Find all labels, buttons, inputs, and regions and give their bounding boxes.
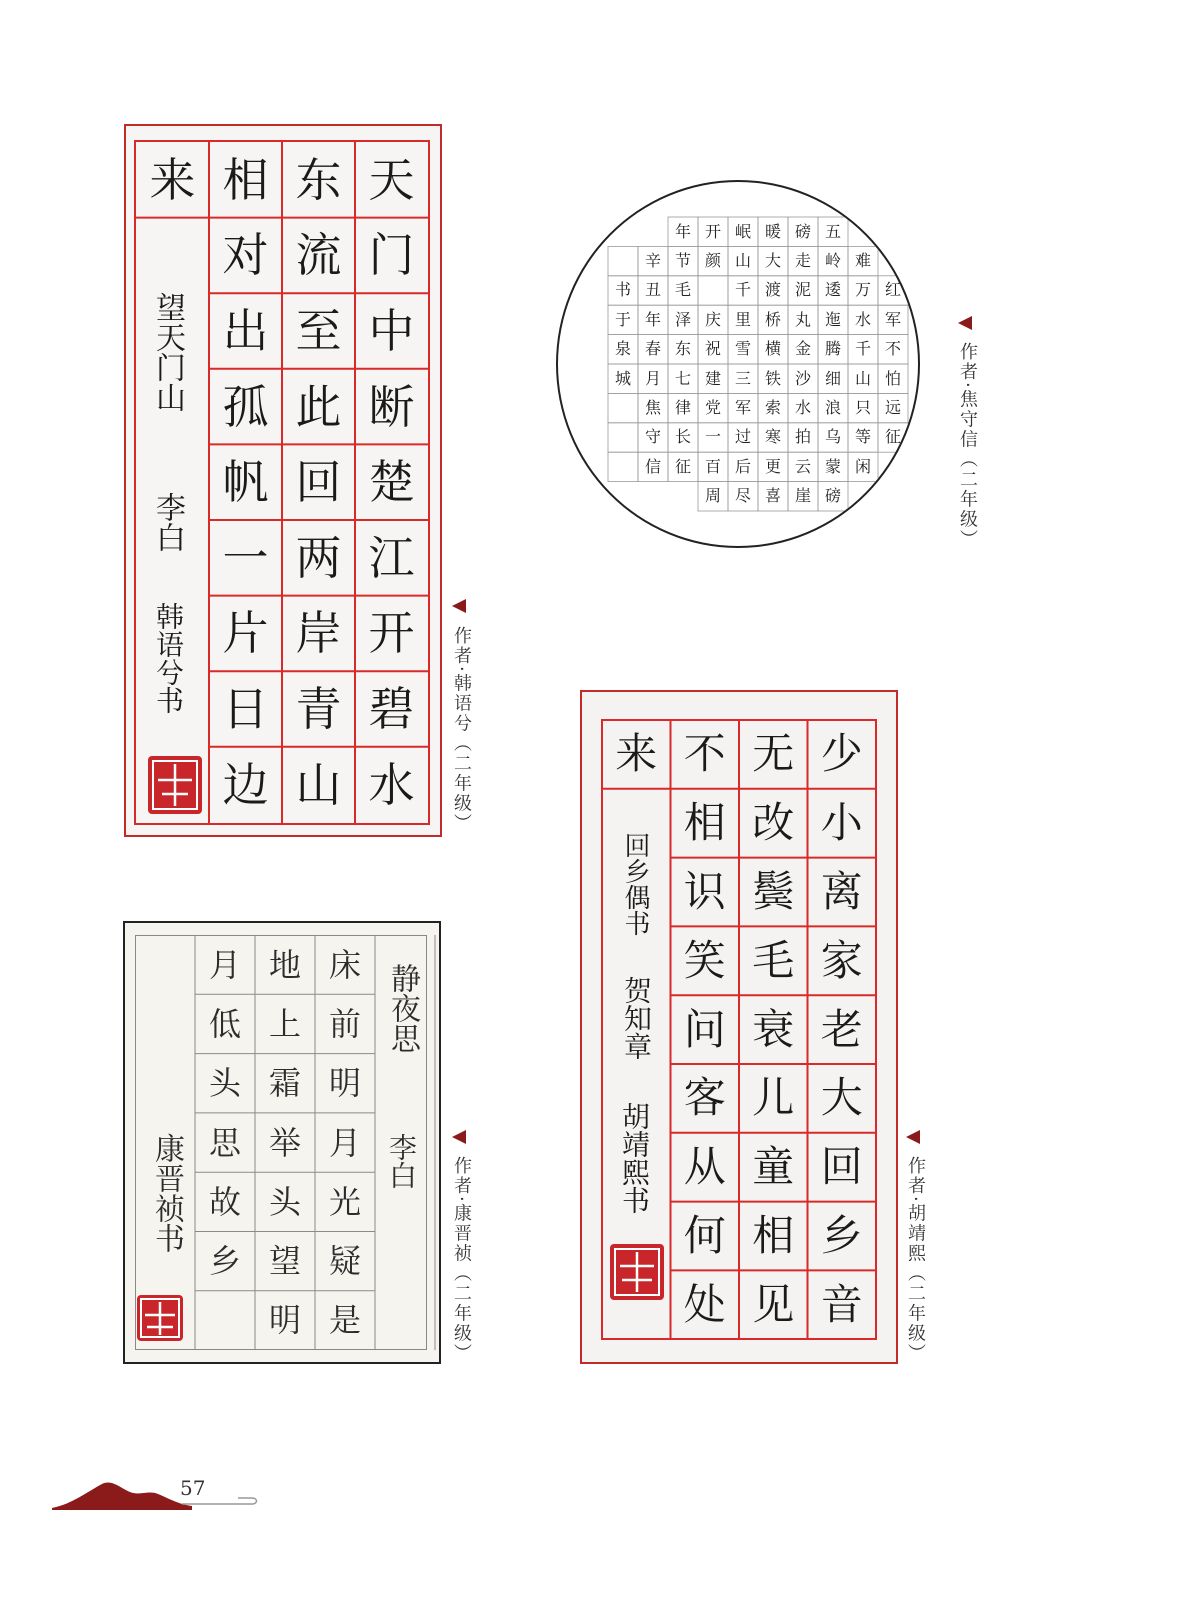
work-4-marker [906, 1130, 920, 1144]
work-3-char: 望 [268, 1242, 301, 1281]
work-2-char: 千 [854, 339, 871, 359]
work-1-char: 孤 [222, 379, 269, 434]
work-1-char: 回 [295, 455, 342, 510]
work-1-author-label: 作者·韩语兮（二年级） [451, 626, 472, 834]
work-2-char: 军 [884, 309, 901, 329]
work-3-char: 明 [328, 1064, 361, 1103]
work-4-char: 老 [820, 1004, 863, 1054]
work-1-char: 水 [368, 757, 415, 812]
work-2-char: 辛 [644, 251, 661, 271]
work-1-poet: 李白 [150, 492, 185, 552]
work-3-char: 明 [268, 1301, 301, 1340]
work-4-char: 改 [752, 798, 795, 848]
work-1-char: 边 [222, 757, 269, 812]
work-1-char: 相 [222, 152, 269, 207]
work-1-seal [148, 756, 202, 814]
work-3-author-label: 作者·康晋祯（二年级） [451, 1156, 472, 1364]
work-2-char: 渡 [764, 280, 781, 300]
calligraphy-work-3 [123, 921, 441, 1364]
work-1-signature: 韩语兮书 [152, 602, 185, 714]
work-2-char: 书 [614, 280, 631, 300]
work-3-char: 乡 [208, 1242, 241, 1281]
work-2-char: 信 [644, 456, 661, 476]
work-2-char: 浪 [824, 398, 841, 418]
work-1-grid [134, 140, 430, 825]
work-4-char: 笑 [683, 935, 726, 985]
work-2-author-label: 作者·焦守信（二年级） [957, 342, 978, 550]
work-3-char: 月 [208, 945, 241, 984]
work-3-signature: 康晋祯书 [149, 1133, 184, 1253]
work-2-char: 远 [884, 398, 901, 418]
work-4-char: 客 [683, 1073, 726, 1123]
work-2-char: 尽 [734, 486, 751, 506]
work-3-char: 头 [208, 1064, 241, 1103]
work-4-char: 少 [820, 729, 863, 779]
work-4-char: 儿 [752, 1073, 795, 1123]
calligraphy-work-1 [124, 124, 442, 837]
work-2-char: 泽 [674, 309, 691, 329]
work-2-char: 横 [764, 339, 781, 359]
work-2-char: 春 [644, 339, 661, 359]
work-1-char: 此 [295, 379, 342, 434]
work-2-char: 只 [854, 398, 871, 418]
work-1-char: 对 [222, 228, 269, 283]
work-4-poet: 贺知章 [620, 976, 653, 1060]
work-2-char: 过 [734, 427, 751, 447]
work-2-char: 毛 [674, 280, 691, 300]
work-2-char: 庆 [704, 309, 721, 329]
work-2-char: 律 [674, 398, 691, 418]
work-4-char: 小 [820, 798, 863, 848]
work-2-char: 岷 [734, 221, 751, 241]
work-2-char: 东 [674, 339, 691, 359]
work-2-char: 怕 [884, 368, 901, 388]
work-3-char: 故 [208, 1182, 241, 1221]
work-2-marker [958, 316, 972, 330]
work-4-char: 相 [683, 798, 726, 848]
work-2-char: 长 [674, 427, 691, 447]
work-3-char: 地 [268, 945, 301, 984]
work-2-char: 征 [884, 427, 901, 447]
work-4-char: 见 [752, 1279, 795, 1329]
work-4-signature: 胡靖熙书 [618, 1102, 651, 1214]
work-1-char: 碧 [368, 681, 415, 736]
work-4-char: 音 [820, 1279, 863, 1329]
work-4-char: 离 [820, 866, 863, 916]
work-3-char: 头 [268, 1182, 301, 1221]
work-3-char: 低 [208, 1004, 241, 1043]
work-2-char: 沙 [794, 368, 811, 388]
work-4-char: 乡 [820, 1210, 863, 1260]
work-2-char: 更 [764, 456, 781, 476]
work-1-char: 两 [295, 530, 342, 585]
work-2-char: 山 [854, 368, 871, 388]
work-4-char: 处 [683, 1279, 726, 1329]
work-1-char: 青 [295, 681, 342, 736]
work-2-char: 崖 [794, 486, 811, 506]
work-2-char: 蒙 [824, 456, 841, 476]
work-2-char: 暖 [764, 221, 781, 241]
work-2-char: 桥 [764, 309, 781, 329]
work-2-char: 不 [884, 339, 901, 359]
work-2-char: 周 [704, 486, 721, 506]
work-2-char: 建 [704, 368, 721, 388]
work-1-char: 江 [368, 530, 415, 585]
work-1-char: 楚 [368, 455, 415, 510]
work-2-char: 细 [824, 368, 841, 388]
work-1-char: 一 [222, 530, 269, 585]
work-2-char: 雪 [734, 339, 751, 359]
work-4-char: 来 [615, 729, 658, 779]
work-3-seal-mark [137, 1295, 183, 1341]
work-1-char: 至 [295, 303, 342, 358]
work-2-char: 守 [644, 427, 661, 447]
work-1-char: 山 [295, 757, 342, 812]
calligraphy-work-4 [580, 690, 898, 1364]
work-4-seal-mark [610, 1244, 664, 1300]
work-4-author-label: 作者·胡靖熙（二年级） [905, 1156, 926, 1364]
work-2-char: 乌 [824, 427, 841, 447]
work-1-seal-mark [148, 756, 202, 814]
work-2-char: 军 [734, 398, 751, 418]
footer-mountain-ornament [52, 1470, 262, 1520]
work-3-seal [137, 1295, 183, 1341]
work-2-char: 喜 [764, 486, 781, 506]
work-4-char: 衰 [752, 1004, 795, 1054]
work-2-char: 于 [614, 309, 631, 329]
work-2-char: 七 [674, 368, 691, 388]
work-2-char: 水 [794, 398, 811, 418]
work-4-title: 回乡偶书 [620, 832, 650, 936]
work-2-char: 磅 [824, 486, 841, 506]
work-4-char: 不 [683, 729, 726, 779]
work-1-char: 中 [368, 303, 415, 358]
work-1-char: 东 [295, 152, 342, 207]
work-3-title: 静夜思 [385, 963, 420, 1053]
work-2-char: 后 [734, 456, 751, 476]
work-2-char: 开 [704, 221, 721, 241]
work-4-char: 识 [683, 866, 726, 916]
work-2-char: 腾 [824, 339, 841, 359]
work-2-char: 难 [854, 251, 871, 271]
work-2-char: 金 [794, 339, 811, 359]
work-2-char: 水 [854, 309, 871, 329]
work-1-char: 断 [368, 379, 415, 434]
work-3-char: 举 [268, 1123, 301, 1162]
work-1-char: 帆 [222, 455, 269, 510]
work-2-char: 大 [764, 251, 781, 271]
work-3-char: 光 [328, 1182, 361, 1221]
work-4-char: 问 [683, 1004, 726, 1054]
work-2-char: 征 [674, 456, 691, 476]
work-2-char: 三 [734, 368, 751, 388]
work-4-char: 回 [820, 1142, 863, 1192]
calligraphy-work-2 [556, 180, 920, 548]
work-3-char: 是 [328, 1301, 361, 1340]
work-2-char: 山 [734, 251, 751, 271]
work-2-char: 祝 [704, 339, 721, 359]
work-4-seal [610, 1244, 664, 1300]
work-2-char: 百 [704, 456, 721, 476]
work-3-char: 前 [328, 1004, 361, 1043]
work-2-char: 寒 [764, 427, 781, 447]
work-3-char: 霜 [268, 1064, 301, 1103]
work-2-char: 节 [674, 251, 691, 271]
work-2-char: 年 [644, 309, 661, 329]
work-2-char: 丑 [644, 280, 661, 300]
work-2-char: 里 [734, 309, 751, 329]
work-2-char: 红 [884, 280, 901, 300]
work-2-char: 索 [764, 398, 781, 418]
work-4-char: 从 [683, 1142, 726, 1192]
work-3-char: 月 [328, 1123, 361, 1162]
work-4-char: 无 [752, 729, 795, 779]
work-2-char: 丸 [794, 309, 811, 329]
work-1-char: 天 [368, 152, 415, 207]
work-2-char: 焦 [644, 398, 661, 418]
work-3-char: 疑 [328, 1242, 361, 1281]
work-2-char: 等 [854, 427, 871, 447]
work-1-char: 门 [368, 228, 415, 283]
work-3-char: 上 [268, 1004, 301, 1043]
work-3-marker [452, 1130, 466, 1144]
page-number: 57 [180, 1476, 206, 1500]
work-2-char: 云 [794, 456, 811, 476]
work-2-char: 城 [614, 368, 631, 388]
work-3-char: 床 [328, 945, 361, 984]
work-1-char: 日 [222, 681, 269, 736]
work-4-char: 大 [820, 1073, 863, 1123]
work-1-marker [452, 599, 466, 613]
work-2-char: 五 [824, 221, 841, 241]
work-2-char: 一 [704, 427, 721, 447]
work-1-char: 开 [368, 606, 415, 661]
work-4-char: 毛 [752, 935, 795, 985]
work-2-char: 走 [794, 251, 811, 271]
work-2-char: 拍 [794, 427, 811, 447]
work-4-char: 何 [683, 1210, 726, 1260]
work-4-char: 相 [752, 1210, 795, 1260]
work-4-char: 家 [820, 935, 863, 985]
work-3-poet: 李白 [385, 1133, 418, 1189]
work-1-char: 来 [149, 152, 196, 207]
work-1-char: 出 [222, 303, 269, 358]
work-2-char: 泉 [614, 339, 631, 359]
work-2-char: 逶 [824, 280, 841, 300]
work-2-char: 千 [734, 280, 751, 300]
work-4-char: 鬓 [752, 866, 795, 916]
work-2-char: 年 [674, 221, 691, 241]
work-2-char: 万 [854, 280, 871, 300]
work-1-title: 望天门山 [150, 292, 185, 412]
work-2-char: 迤 [824, 309, 841, 329]
work-2-char: 月 [644, 368, 661, 388]
work-2-char: 泥 [794, 280, 811, 300]
work-1-char: 流 [295, 228, 342, 283]
work-2-char: 磅 [794, 221, 811, 241]
work-2-char: 铁 [764, 368, 781, 388]
work-2-char: 闲 [854, 456, 871, 476]
work-2-char: 党 [704, 398, 721, 418]
work-2-char: 岭 [824, 251, 841, 271]
work-1-char: 片 [222, 606, 269, 661]
work-3-char: 思 [208, 1123, 241, 1162]
work-4-char: 童 [752, 1142, 795, 1192]
work-2-char: 颜 [704, 251, 721, 271]
work-1-char: 岸 [295, 606, 342, 661]
